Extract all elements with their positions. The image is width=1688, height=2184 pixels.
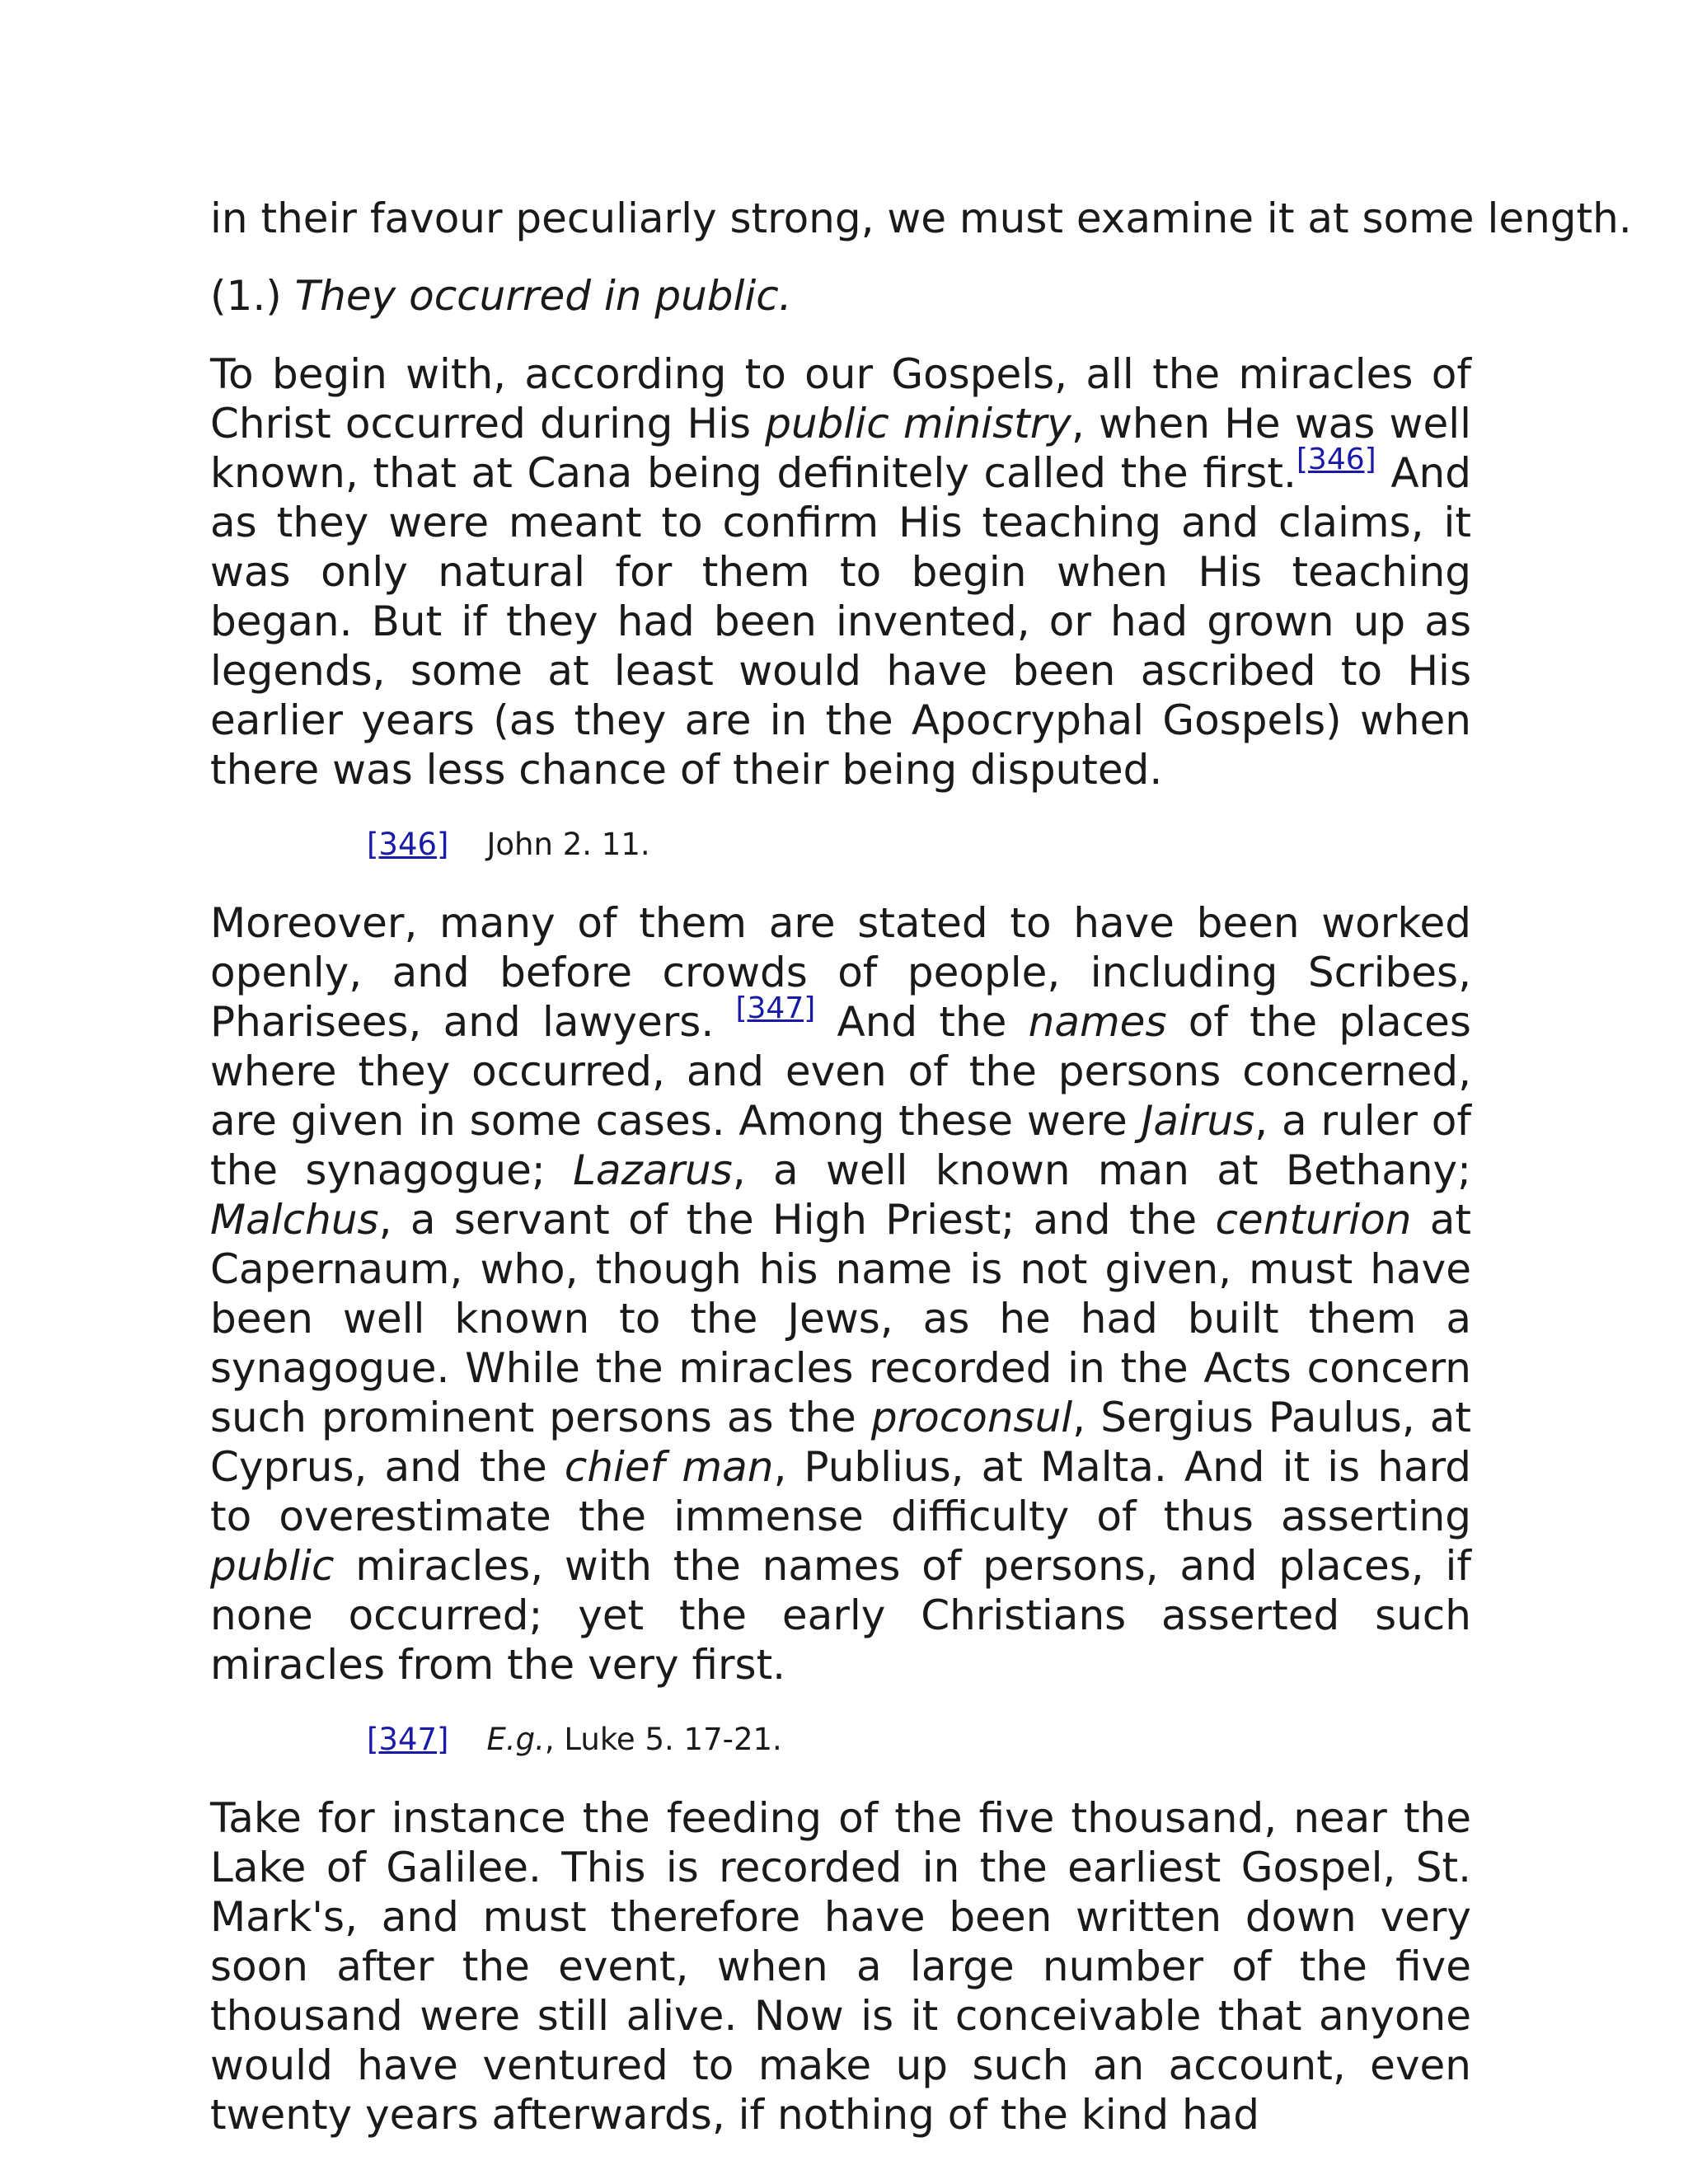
- paragraph-feeding-five-thousand: Take for instance the feeding of the five thousand, near the Lake of Galilee. This is recorded in the earliest Gospel, St. Mark's, and must therefore have been written down very soon after the event, when a large number of the five thousand were still alive. Now is it conceivable that anyone would have ventured to make up such an account, even twenty years afterwards, if nothing of the kind had: [210, 1794, 1471, 2139]
- text-run: , when He was well known, that at Cana being definitely called the first.: [210, 400, 1471, 497]
- emphasis-lazarus: Lazarus: [573, 1146, 733, 1194]
- emphasis-malchus: Malchus: [210, 1196, 379, 1244]
- footnote-347: [367, 1719, 1471, 1760]
- footnote-ref-347[interactable]: [347]: [735, 991, 816, 1026]
- footnote-emphasis-eg: E.g.: [486, 1722, 545, 1757]
- text-run: at Capernaum, who, though his name is not given, must have been well known to the Jews, as he had built them a synagogue. While the miracles recorded in the Acts concern such prominent persons as the: [210, 1196, 1471, 1441]
- footnote-ref-346[interactable]: [346]: [1296, 443, 1376, 477]
- text-run: And the: [815, 998, 1029, 1046]
- text-run: And as they were meant to confirm His teaching and claims, it was only natural for them to begin when His teaching began. But if they had been invented, or had grown up as legends, some at least would have been ascribed to His earlier years (as they are in the Apocryphal Gospels) when there was less chance of their being disputed.: [210, 449, 1471, 794]
- footnote-backlink-346[interactable]: [346]: [367, 827, 449, 862]
- intro-line: in their favour peculiarly strong, we must examine it at some length.: [210, 194, 1632, 242]
- section-title: They occurred in public.: [294, 272, 792, 320]
- emphasis-proconsul: proconsul: [870, 1394, 1073, 1441]
- emphasis-jairus: Jairus: [1141, 1097, 1255, 1145]
- text-run: of the places where they occurred, and even of the persons concerned, are given in some cases. Among these were: [210, 998, 1471, 1145]
- footnote-backlink-347[interactable]: [347]: [367, 1722, 449, 1757]
- text-run: , Sergius Paulus, at Cyprus, and the: [210, 1394, 1471, 1491]
- emphasis-chief-man: chief man: [564, 1443, 774, 1491]
- footnote-346: [367, 824, 1471, 865]
- section-heading: [210, 271, 1471, 321]
- text-run: , a servant of the High Priest; and the: [378, 1196, 1216, 1244]
- text-run: , Publius, at Malta. And it is hard to overestimate the immense difficulty of thus asserting: [210, 1443, 1472, 1540]
- emphasis-public: public: [210, 1542, 335, 1590]
- emphasis-centurion: centurion: [1215, 1196, 1412, 1244]
- emphasis-public-ministry: public ministry: [765, 400, 1071, 448]
- footnote-text-346: John 2. 11.: [486, 827, 650, 862]
- text-run: Moreover, many of them are stated to have been worked openly, and before crowds of people, including Scribes, Pharisees, and lawyers.: [210, 899, 1471, 1046]
- text-run: miracles, with the names of persons, and places, if none occurred; yet the early Christians asserted such miracles from the very first.: [210, 1542, 1471, 1689]
- paragraph-named-persons: [210, 898, 1471, 1690]
- emphasis-names: names: [1028, 998, 1167, 1046]
- footnote-text-347: , Luke 5. 17-21.: [544, 1722, 782, 1757]
- book-page: [210, 194, 1632, 2139]
- text-run: To begin with, according to our Gospels, all the miracles of Christ occurred during His: [210, 350, 1471, 448]
- paragraph-public-ministry: [210, 349, 1471, 794]
- section-number: (1.): [210, 272, 282, 320]
- text-run: , a ruler of the synagogue;: [210, 1097, 1471, 1194]
- text-run: , a well known man at Bethany;: [732, 1146, 1471, 1194]
